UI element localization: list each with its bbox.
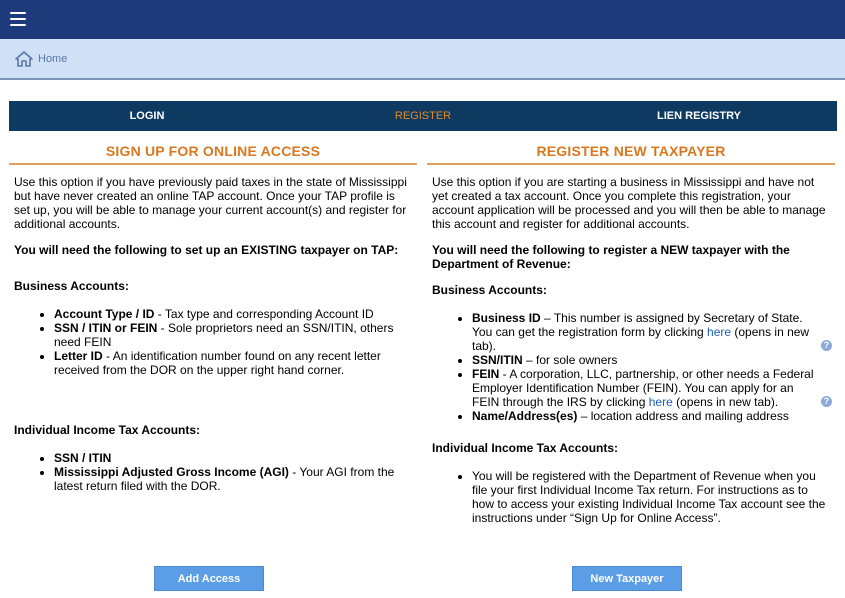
sign-up-title: SIGN UP FOR ONLINE ACCESS: [9, 143, 417, 165]
business-accounts-heading: Business Accounts:: [14, 279, 129, 293]
sign-up-intro: Use this option if you have previously paid taxes in the state of Mississippi but have never created an online TAP account. Once your TAP profile is set up, you will be able to manage your current account(s) and register for additional accounts.: [14, 175, 407, 231]
register-title: REGISTER NEW TAXPAYER: [427, 143, 835, 165]
list-item: • SSN/ITIN – for sole owners: [472, 353, 818, 367]
business-accounts-list: [432, 311, 830, 423]
list-item: • SSN / ITIN or FEIN - Sole proprietors need an SSN/ITIN, others need FEIN: [54, 321, 412, 349]
tab-login[interactable]: LOGIN: [129, 110, 165, 122]
list-item: • You will be registered with the Department of Revenue when you file your first Individual Income Tax return. For instructions as to how to access your existing Individual Income Tax account see the instructions under “Sign Up for Online Access”.: [472, 469, 830, 525]
help-icon[interactable]: ?: [821, 340, 832, 351]
sign-up-need: You will need the following to set up an EXISTING taxpayer on TAP:: [14, 243, 399, 257]
list-item: • FEIN - A corporation, LLC, partnership, or other needs a Federal Employer Identification Number (FEIN). You can apply for an FEIN through the IRS by clicking here (opens in new tab). ?: [472, 367, 818, 409]
sign-up-section: [9, 143, 417, 493]
home-label: Home: [38, 53, 68, 65]
income-tax-list: [432, 469, 830, 525]
help-icon[interactable]: ?: [821, 396, 832, 407]
breadcrumb: [0, 39, 845, 80]
home-icon: [15, 51, 33, 67]
tab-lien-registry[interactable]: LIEN REGISTRY: [657, 110, 741, 122]
income-tax-heading: Individual Income Tax Accounts:: [14, 423, 201, 437]
top-bar: [0, 0, 845, 39]
income-tax-heading: Individual Income Tax Accounts:: [432, 441, 619, 455]
register-intro: Use this option if you are starting a business in Mississippi and have not yet created a tax account. Once you complete this registration, your account application will be processed and you will then be able to manage this account and register for additional accounts.: [432, 175, 826, 231]
list-item: • Mississippi Adjusted Gross Income (AGI) - Your AGI from the latest return filed with the DOR.: [54, 465, 412, 493]
list-item: • Letter ID - An identification number found on any recent letter received from the DOR on the upper right hand corner.: [54, 349, 412, 377]
add-access-button[interactable]: Add Access: [154, 566, 264, 591]
new-taxpayer-button[interactable]: New Taxpayer: [572, 566, 682, 591]
list-item: • Account Type / ID - Tax type and corresponding Account ID: [54, 307, 412, 321]
list-item: • Business ID – This number is assigned by Secretary of State. You can get the registration form by clicking here (opens in new tab). ?: [472, 311, 818, 353]
tab-register[interactable]: REGISTER: [394, 110, 452, 122]
list-item: • Name/Address(es) – location address and mailing address: [472, 409, 818, 423]
list-item: • SSN / ITIN: [54, 451, 412, 465]
main-tabs: [9, 101, 837, 131]
business-accounts-list: [14, 307, 412, 377]
income-tax-list: [14, 451, 412, 493]
business-id-here-link[interactable]: here: [707, 325, 732, 339]
business-accounts-heading: Business Accounts:: [432, 283, 547, 297]
register-need: You will need the following to register a NEW taxpayer with the Department of Revenue:: [432, 243, 790, 271]
register-section: [427, 143, 835, 525]
fein-here-link[interactable]: here: [648, 395, 673, 409]
hamburger-icon[interactable]: [10, 12, 26, 26]
home-link[interactable]: [15, 51, 67, 67]
